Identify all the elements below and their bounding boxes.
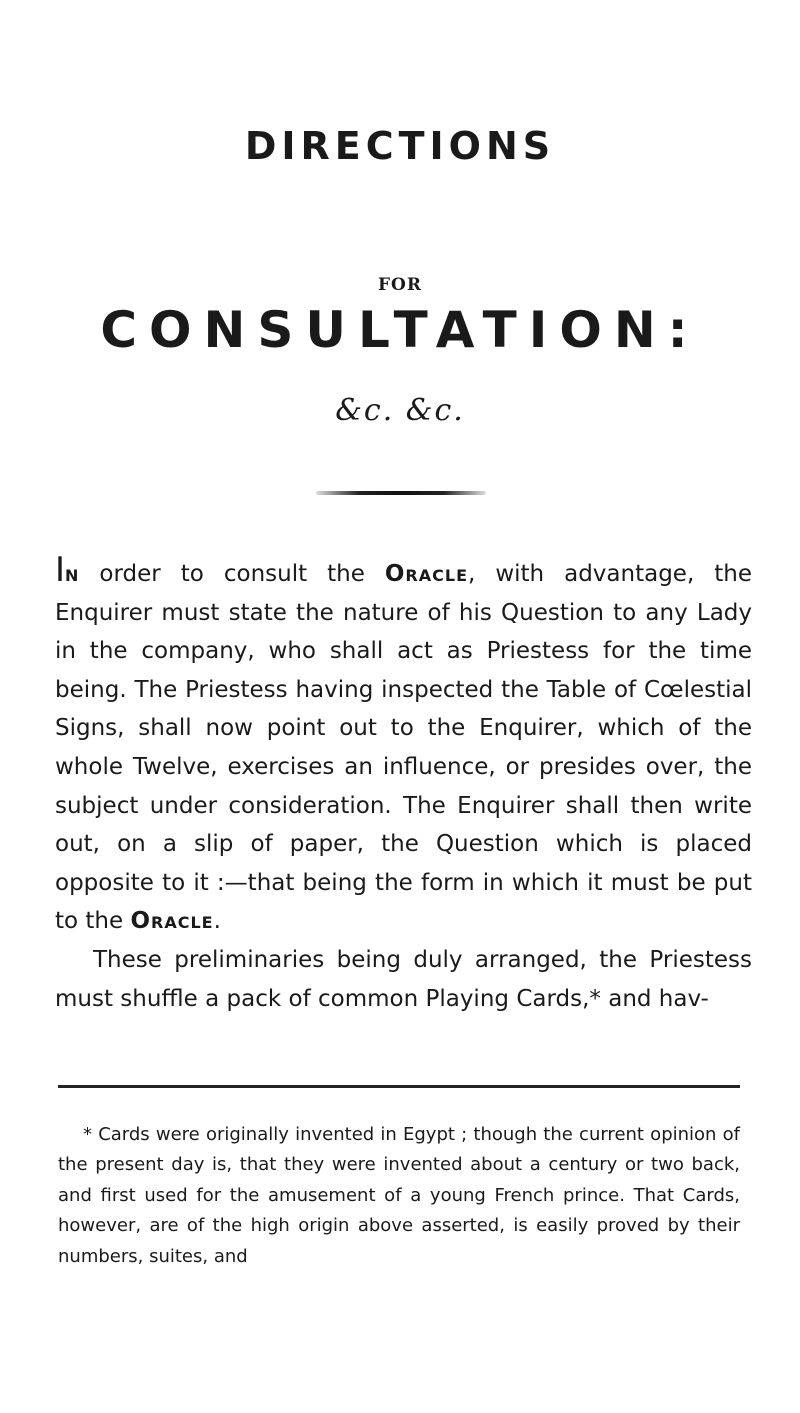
drop-cap: I: [55, 550, 66, 590]
paragraph-2: These preliminaries being duly arranged, the Priestess must shuffle a pack of common Playing Cards,* and hav-: [55, 946, 752, 1012]
footnote-text: * Cards were originally invented in Egypt ; though the current opinion of the present day is, that they were invented about a century or two back, and first used for the amusement of a young French prince. That Cards, however, are of the high origin above asserted, is easily proved by their numbers, suites, and: [58, 1124, 740, 1267]
main-text: [55, 550, 753, 1018]
decorative-rule: [316, 491, 486, 495]
paragraph-1-text-c: .: [213, 908, 221, 935]
drop-cap-rest: n: [65, 561, 80, 587]
footnote-divider: [58, 1085, 740, 1088]
title-etc: &c. &c.: [335, 393, 465, 428]
paragraph-1-text-b: , with advantage, the Enquirer must state the nature of his Question to any Lady in the company, who shall act as Priestess for the time being. The Priestess having inspected the Table of Cœlestial Signs, shall now point out to the Enquirer, which of the whole Twelve, exercises an influence, or presides over, the subject under consideration. The Enquirer shall then write out, on a slip of paper, the Question which is placed opposite to it :—that being the form in which it must be put to the: [55, 561, 753, 935]
title-consultation: CONSULTATION:: [100, 301, 700, 359]
oracle-term: Oracle: [384, 561, 468, 587]
paragraph-1-text-a: order to consult the: [79, 561, 385, 587]
footnote: [58, 1120, 740, 1272]
oracle-term: Oracle: [130, 908, 214, 935]
title-for: FOR: [377, 275, 422, 295]
paragraph-1: [55, 550, 753, 941]
title-directions: DIRECTIONS: [244, 124, 556, 168]
